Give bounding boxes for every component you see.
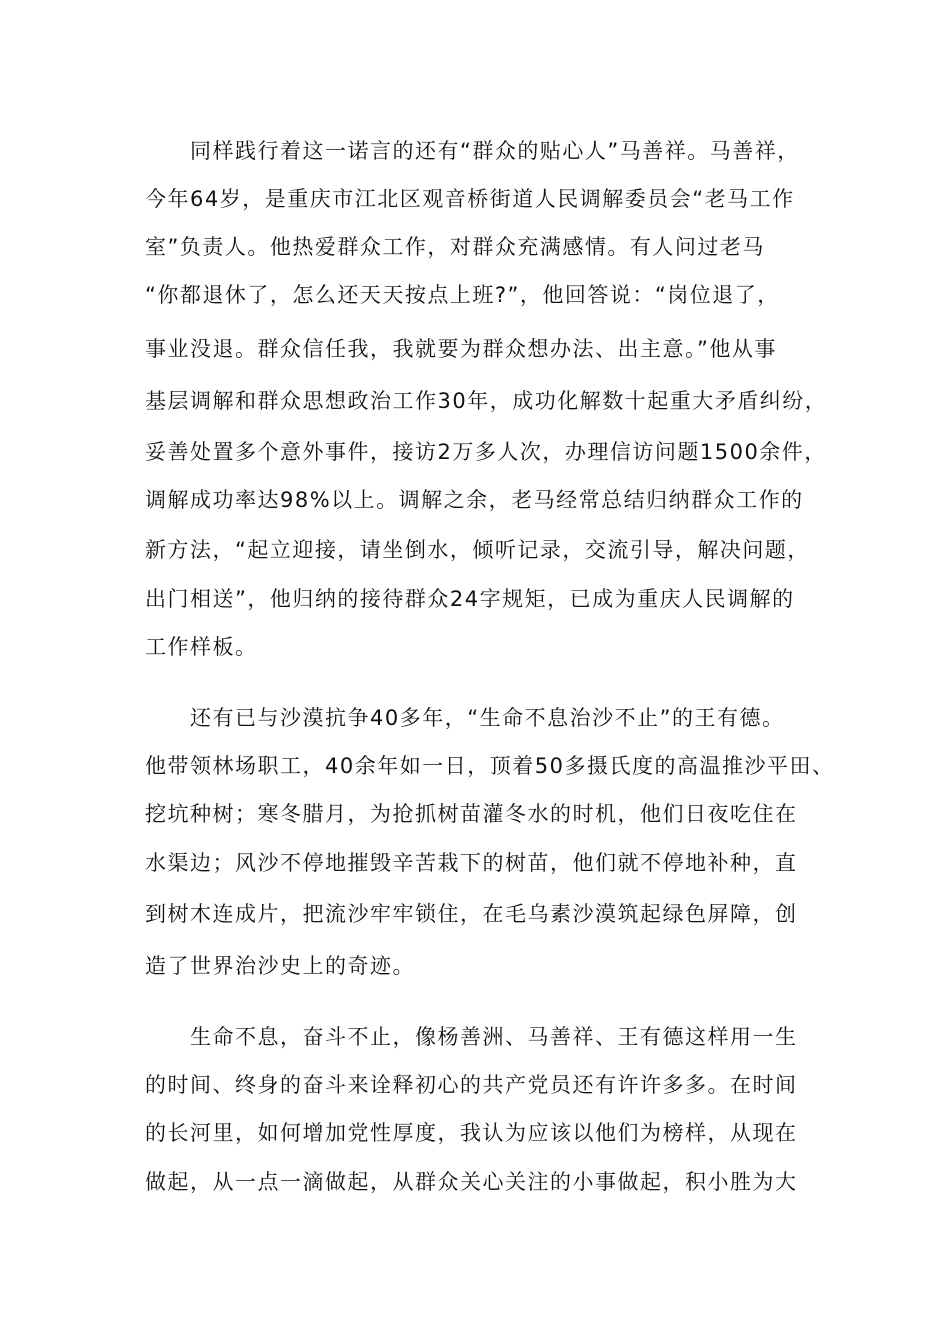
paragraph-1-line-3: 室”负责人。他热爱群众工作，对群众充满感情。有人问过老马	[145, 235, 765, 259]
paragraph-1-line-4: “你都退休了，怎么还天天按点上班?”，他回答说：“岗位退了，	[145, 283, 780, 307]
paragraph-3-line-4: 做起，从一点一滴做起，从群众关心关注的小事做起，积小胜为大	[145, 1170, 798, 1194]
paragraph-1-line-9: 新方法，“起立迎接，请坐倒水，倾听记录，交流引导，解决问题，	[145, 538, 810, 562]
paragraph-1-line-7: 妥善处置多个意外事件，接访2万多人次，办理信访问题1500余件，	[145, 440, 827, 464]
paragraph-1-line-2: 今年64岁，是重庆市江北区观音桥街道人民调解委员会“老马工作	[145, 187, 795, 211]
paragraph-3-line-2: 的时间、终身的奋斗来诠释初心的共产党员还有许许多多。在时间	[145, 1073, 798, 1097]
paragraph-2-line-3: 挖坑种树；寒冬腊月，为抢抓树苗灌冬水的时机，他们日夜吃住在	[145, 802, 798, 826]
paragraph-3-line-3: 的长河里，如何增加党性厚度，我认为应该以他们为榜样，从现在	[145, 1121, 798, 1145]
paragraph-2-line-2: 他带领林场职工，40余年如一日，顶着50多摄氏度的高温推沙平田、	[145, 754, 835, 778]
paragraph-1-line-5: 事业没退。群众信任我，我就要为群众想办法、出主意。”他从事	[145, 337, 777, 361]
paragraph-2-line-4: 水渠边；风沙不停地摧毁辛苦栽下的树苗，他们就不停地补种，直	[145, 851, 798, 875]
paragraph-1-line-6: 基层调解和群众思想政治工作30年，成功化解数十起重大矛盾纠纷，	[145, 389, 828, 413]
paragraph-2-line-1: 还有已与沙漠抗争40多年，“生命不息治沙不止”的王有德。	[190, 706, 785, 730]
paragraph-3-line-1: 生命不息，奋斗不止，像杨善洲、马善祥、王有德这样用一生	[190, 1025, 798, 1049]
paragraph-1-line-8: 调解成功率达98%以上。调解之余，老马经常总结归纳群众工作的	[145, 488, 804, 512]
paragraph-1-line-11: 工作样板。	[145, 635, 258, 659]
paragraph-1-line-1: 同样践行着这一诺言的还有“群众的贴心人”马善祥。马善祥，	[190, 139, 800, 163]
paragraph-2-line-6: 造了世界治沙史上的奇迹。	[145, 954, 415, 978]
paragraph-1-line-10: 出门相送”，他归纳的接待群众24字规矩，已成为重庆人民调解的	[145, 587, 795, 611]
paragraph-2-line-5: 到树木连成片，把流沙牢牢锁住，在毛乌素沙漠筑起绿色屏障，创	[145, 902, 798, 926]
